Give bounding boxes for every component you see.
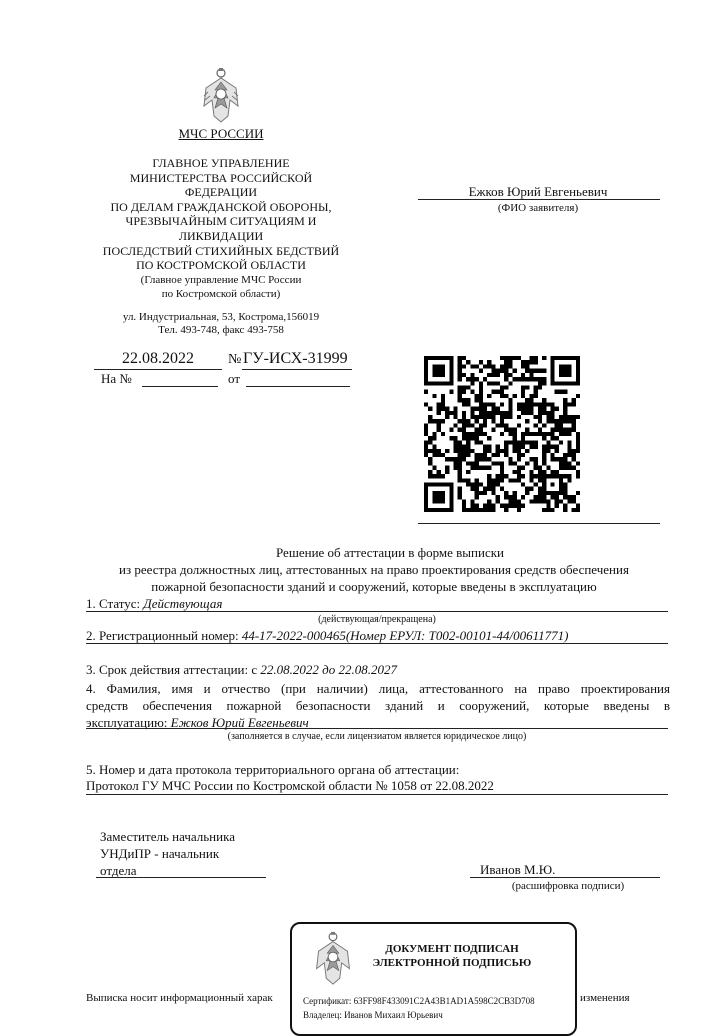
document-title: Решение об аттестации в форме выписки — [276, 545, 504, 560]
recipient-caption: (ФИО заявителя) — [497, 202, 579, 214]
protocol-underline — [86, 794, 668, 795]
stamp-title — [362, 942, 542, 970]
org-line: ПОСЛЕДСТВИЙ СТИХИЙНЫХ БЕДСТВИЙ — [102, 243, 340, 258]
signer-name: Иванов М.Ю. — [480, 862, 556, 877]
term-to: 22.08.2027 — [338, 662, 397, 677]
term-from: 22.08.2022 — [260, 662, 319, 677]
stamp-emblem — [312, 930, 354, 986]
mchs-emblem — [200, 66, 242, 124]
number-underline — [242, 369, 352, 370]
fio-label: эксплуатацию: — [86, 715, 168, 730]
fio-line: средств обеспечения пожарной безопасности зданий и сооружений, которые введены в — [86, 698, 670, 713]
status-label: 1. Статус: — [86, 596, 141, 611]
status-underline — [86, 611, 668, 612]
recipient-underline — [418, 199, 660, 200]
signer-name-underline — [470, 877, 660, 878]
status-row — [86, 596, 222, 612]
org-phone: Тел. 493-748, факс 493-758 — [158, 324, 284, 336]
org-address: ул. Индустриальная, 53, Кострома,156019 — [122, 311, 320, 323]
stamp-owner: Владелец: Иванов Михаил Юрьевич — [303, 1010, 443, 1020]
document-subtitle-line: из реестра должностных лиц, аттестованных на право проектирования средств обеспечения — [119, 562, 629, 577]
org-line: ПО КОСТРОМСКОЙ ОБЛАСТИ — [136, 258, 306, 273]
fio-line: 4. Фамилия, имя и отчество (при наличии) лица, аттестованного на право проектирования — [86, 681, 670, 696]
number-sign: № — [228, 352, 242, 367]
stamp-title-line: ЭЛЕКТРОННОЙ ПОДПИСЬЮ — [372, 957, 532, 969]
fio-value: Ежков Юрий Евгеньевич — [170, 715, 309, 730]
signer-position — [100, 828, 235, 879]
registration-row — [86, 628, 568, 644]
org-line: по Костромской области) — [161, 288, 281, 301]
org-line: (Главное управление МЧС России — [140, 273, 302, 286]
signer-position-line: Заместитель начальника — [100, 829, 235, 844]
org-line: МИНИСТЕРСТВА РОССИЙСКОЙ — [129, 170, 313, 185]
signer-position-line: УНДиПР - начальник — [100, 846, 220, 861]
status-hint: (действующая/прекращена) — [318, 614, 436, 625]
protocol-value: Протокол ГУ МЧС России по Костромской области № 1058 от 22.08.2022 — [86, 778, 494, 793]
signer-caption: (расшифровка подписи) — [511, 880, 625, 892]
organization-name — [90, 156, 352, 302]
org-line: ФЕДЕРАЦИИ — [184, 185, 258, 200]
term-row — [86, 662, 397, 678]
footer-note-left: Выписка носит информационный харак — [86, 992, 273, 1004]
na-no-underline — [142, 386, 218, 387]
status-value: Действующая — [143, 596, 223, 611]
signer-position-line: отдела — [100, 863, 137, 878]
recipient-name: Ежков Юрий Евгеньевич — [468, 184, 608, 199]
outgoing-date: 22.08.2022 — [122, 350, 194, 367]
fio-paragraph — [86, 680, 670, 731]
qr-underline — [418, 523, 660, 524]
registration-underline — [86, 643, 668, 644]
na-no-label: На № — [101, 371, 132, 386]
term-label: 3. Срок действия аттестации: с — [86, 662, 258, 677]
stamp-title-line: ДОКУМЕНТ ПОДПИСАН — [385, 943, 519, 955]
org-line: ЧРЕЗВЫЧАЙНЫМ СИТУАЦИЯМ И — [125, 214, 317, 229]
date-underline — [94, 369, 222, 370]
qr-code — [424, 356, 580, 512]
registration-label: 2. Регистрационный номер: — [86, 628, 239, 643]
stamp-certificate: Сертификат: 63FF98F433091C2A43B1AD1A598C2CB3D708 — [303, 996, 535, 1006]
footer-note-right: изменения — [580, 992, 630, 1004]
signer-position-underline — [96, 877, 266, 878]
fio-underline — [86, 728, 668, 729]
outgoing-number: ГУ-ИСХ-31999 — [243, 350, 348, 367]
ot-label: от — [228, 371, 241, 386]
protocol-label: 5. Номер и дата протокола территориального органа об аттестации: — [86, 762, 460, 777]
ot-underline — [246, 386, 350, 387]
fio-hint: (заполняется в случае, если лицензиатом является юридическое лицо) — [227, 731, 527, 742]
org-line: ПО ДЕЛАМ ГРАЖДАНСКОЙ ОБОРОНЫ, — [110, 199, 332, 214]
document-subtitle-line: пожарной безопасности зданий и сооружений, которые введены в эксплуатацию — [151, 579, 597, 594]
org-line: ЛИКВИДАЦИИ — [178, 228, 264, 243]
org-line: ГЛАВНОЕ УПРАВЛЕНИЕ — [152, 156, 290, 170]
registration-value: 44-17-2022-000465(Номер ЕРУЛ: Т002-00101-44/00611771) — [241, 628, 569, 643]
ministry-title: МЧС РОССИИ — [178, 126, 264, 141]
term-to-word: до — [322, 662, 336, 677]
